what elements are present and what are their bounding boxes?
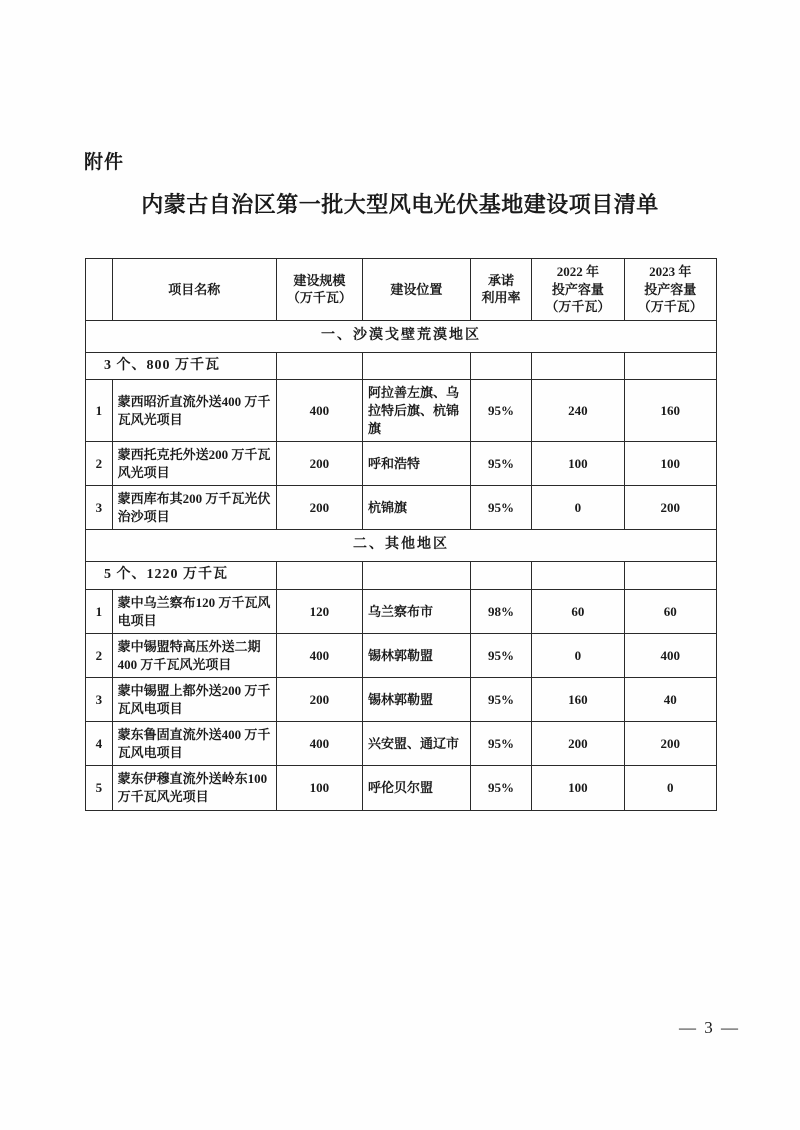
row-scale: 400 <box>276 722 362 766</box>
row-index: 5 <box>86 766 113 810</box>
row-2022-capacity: 160 <box>532 678 624 722</box>
section-subtotal-row <box>86 352 717 380</box>
column-header-scale <box>276 259 362 321</box>
row-location: 呼和浩特 <box>363 442 471 486</box>
row-rate: 95% <box>470 634 532 678</box>
column-header-2022-line3: （万千瓦） <box>545 299 611 315</box>
row-2022-capacity: 0 <box>532 486 624 530</box>
row-2023-capacity: 160 <box>624 380 716 442</box>
row-project-name: 蒙中锡盟上都外送200 万千瓦风电项目 <box>112 678 276 722</box>
row-scale: 200 <box>276 486 362 530</box>
row-project-name: 蒙中乌兰察布120 万千瓦风电项目 <box>112 590 276 634</box>
row-2023-capacity: 0 <box>624 766 716 810</box>
row-index: 2 <box>86 442 113 486</box>
section-subtotal-blank-2023 <box>624 562 716 590</box>
column-header-2023-line1: 2023 年 <box>649 264 692 279</box>
row-project-name: 蒙东鲁固直流外送400 万千瓦风电项目 <box>112 722 276 766</box>
row-scale: 400 <box>276 380 362 442</box>
row-2023-capacity: 100 <box>624 442 716 486</box>
column-header-2023 <box>624 259 716 321</box>
row-scale: 100 <box>276 766 362 810</box>
row-index: 1 <box>86 590 113 634</box>
section-header-row <box>86 530 717 562</box>
table-row <box>86 634 717 678</box>
row-rate: 98% <box>470 590 532 634</box>
row-rate: 95% <box>470 678 532 722</box>
row-2022-capacity: 100 <box>532 766 624 810</box>
row-2022-capacity: 60 <box>532 590 624 634</box>
section-header-row <box>86 320 717 352</box>
page-number: — 3 — <box>679 1018 740 1037</box>
row-project-name: 蒙西库布其200 万千瓦光伏治沙项目 <box>112 486 276 530</box>
table-header-row <box>86 259 717 321</box>
page-title: 内蒙古自治区第一批大型风电光伏基地建设项目清单 <box>141 192 659 217</box>
table-row <box>86 442 717 486</box>
section-subtotal-blank-scale <box>276 562 362 590</box>
column-header-rate <box>470 259 532 321</box>
column-header-scale-line2: （万千瓦） <box>286 290 352 306</box>
row-2023-capacity: 60 <box>624 590 716 634</box>
row-index: 1 <box>86 380 113 442</box>
row-rate: 95% <box>470 442 532 486</box>
row-project-name: 蒙西托克托外送200 万千瓦风光项目 <box>112 442 276 486</box>
row-scale: 200 <box>276 678 362 722</box>
column-header-index <box>86 259 113 321</box>
row-rate: 95% <box>470 486 532 530</box>
table-row <box>86 486 717 530</box>
section-subtotal-blank-2022 <box>532 352 624 380</box>
row-rate: 95% <box>470 380 532 442</box>
column-header-scale-line1: 建设规模 <box>293 272 346 288</box>
table-row <box>86 380 717 442</box>
row-project-name: 蒙中锡盟特高压外送二期400 万千瓦风光项目 <box>112 634 276 678</box>
section-title: 一、沙漠戈壁荒漠地区 <box>86 320 717 352</box>
section-subtotal-blank-rate <box>470 352 532 380</box>
row-2023-capacity: 200 <box>624 486 716 530</box>
table-row <box>86 678 717 722</box>
row-rate: 95% <box>470 766 532 810</box>
row-location: 兴安盟、通辽市 <box>363 722 471 766</box>
column-header-2022-line1: 2022 年 <box>556 264 600 279</box>
section-subtotal: 3 个、800 万千瓦 <box>86 352 277 380</box>
row-location: 乌兰察布市 <box>363 590 471 634</box>
row-location: 锡林郭勒盟 <box>363 678 471 722</box>
row-rate: 95% <box>470 722 532 766</box>
row-index: 2 <box>86 634 113 678</box>
row-location: 呼伦贝尔盟 <box>363 766 471 810</box>
section-subtotal-row <box>86 562 717 590</box>
section-title: 二、其他地区 <box>86 530 717 562</box>
table-row <box>86 590 717 634</box>
row-2023-capacity: 200 <box>624 722 716 766</box>
section-subtotal-blank-2023 <box>624 352 716 380</box>
table-row <box>86 722 717 766</box>
row-project-name: 蒙东伊穆直流外送岭东100 万千瓦风光项目 <box>112 766 276 810</box>
column-header-2022-line2: 投产容量 <box>551 281 604 297</box>
section-subtotal: 5 个、1220 万千瓦 <box>86 562 277 590</box>
row-2022-capacity: 240 <box>532 380 624 442</box>
table-row <box>86 766 717 810</box>
section-subtotal-blank-location <box>363 562 471 590</box>
section-subtotal-blank-2022 <box>532 562 624 590</box>
row-scale: 200 <box>276 442 362 486</box>
column-header-2023-line3: （万千瓦） <box>637 299 703 315</box>
row-project-name: 蒙西昭沂直流外送400 万千瓦风光项目 <box>112 380 276 442</box>
row-scale: 120 <box>276 590 362 634</box>
row-index: 3 <box>86 486 113 530</box>
row-2023-capacity: 40 <box>624 678 716 722</box>
section-subtotal-blank-scale <box>276 352 362 380</box>
column-header-name: 项目名称 <box>112 259 276 321</box>
row-2023-capacity: 400 <box>624 634 716 678</box>
row-2022-capacity: 200 <box>532 722 624 766</box>
column-header-location: 建设位置 <box>363 259 471 321</box>
section-subtotal-blank-location <box>363 352 471 380</box>
row-location: 杭锦旗 <box>363 486 471 530</box>
column-header-rate-line1: 承诺 <box>487 272 514 288</box>
row-index: 3 <box>86 678 113 722</box>
row-2022-capacity: 100 <box>532 442 624 486</box>
section-subtotal-blank-rate <box>470 562 532 590</box>
column-header-2022 <box>532 259 624 321</box>
column-header-rate-line2: 利用率 <box>481 290 521 306</box>
project-list-table <box>85 258 717 811</box>
row-2022-capacity: 0 <box>532 634 624 678</box>
row-index: 4 <box>86 722 113 766</box>
attachment-label: 附件 <box>84 152 125 173</box>
column-header-2023-line2: 投产容量 <box>644 281 697 297</box>
row-location: 锡林郭勒盟 <box>363 634 471 678</box>
row-location: 阿拉善左旗、乌拉特后旗、杭锦旗 <box>363 380 471 442</box>
row-scale: 400 <box>276 634 362 678</box>
